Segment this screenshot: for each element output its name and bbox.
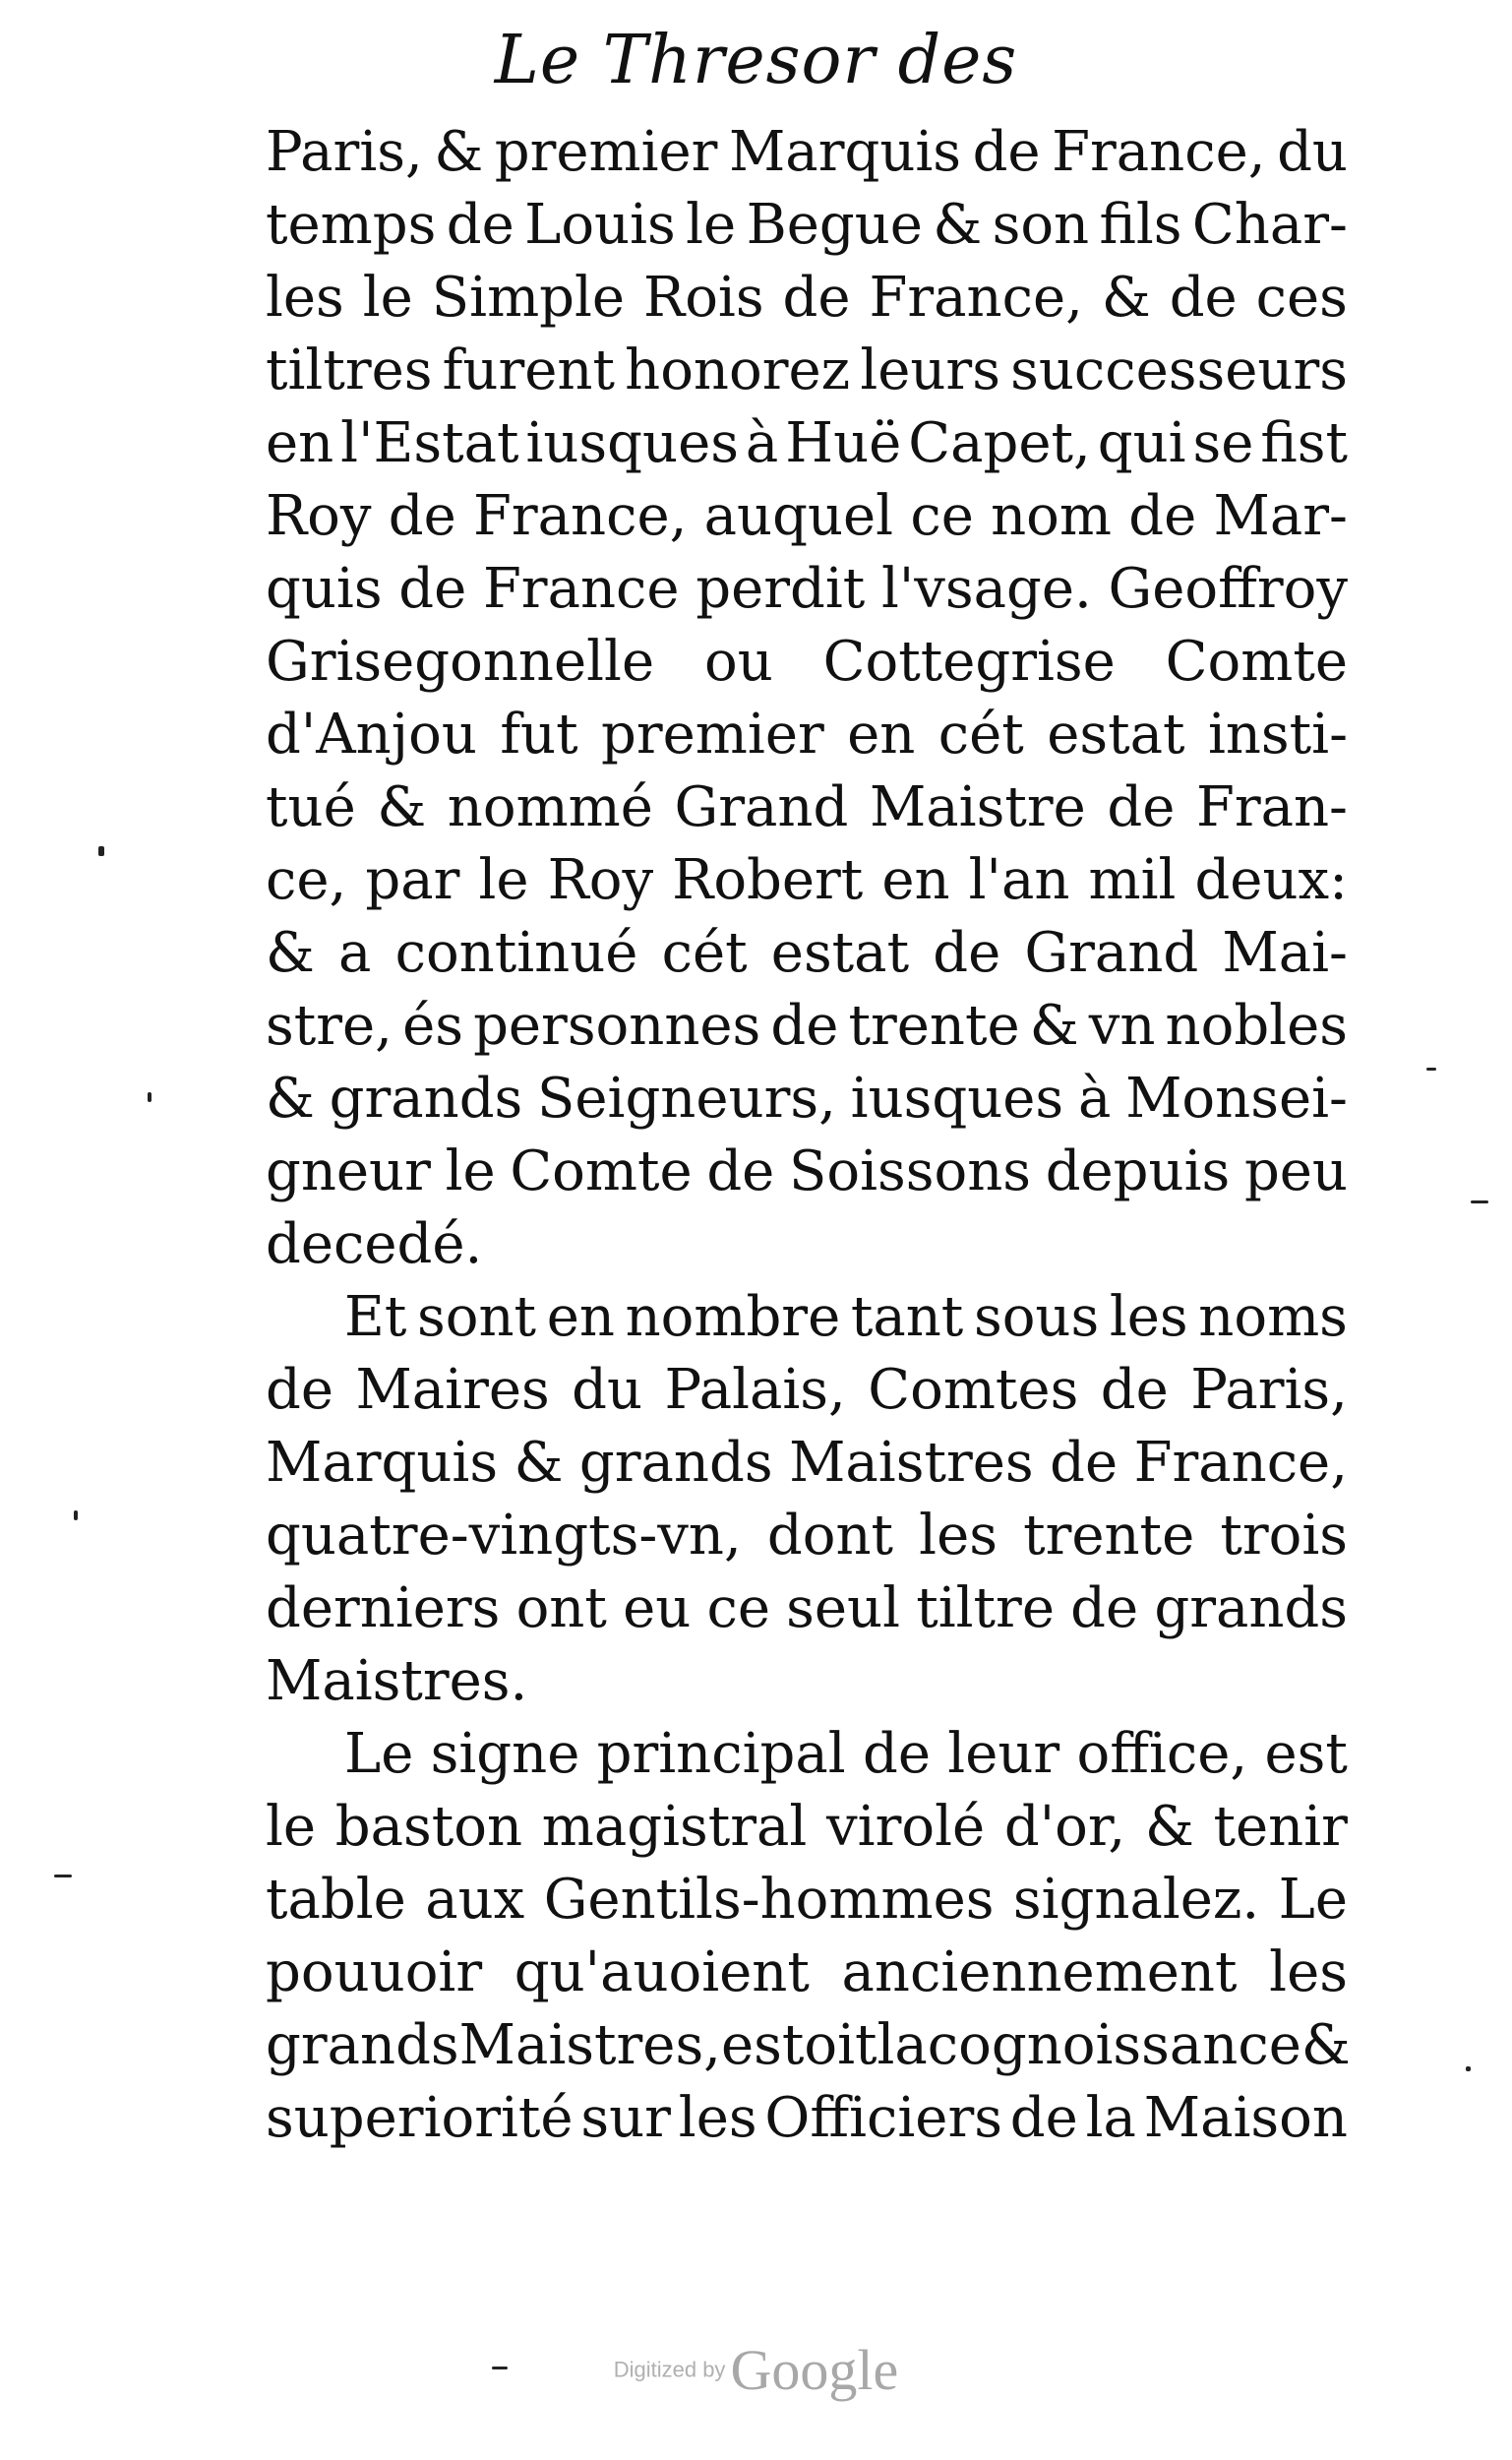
body-text (266, 116, 1351, 2155)
text-line: en l'Estat iusques à Huë Capet, qui se fist (266, 411, 1348, 475)
scan-speck (74, 1510, 78, 1520)
text-line: de Maires du Palais, Comtes de Paris, (266, 1358, 1348, 1422)
scan-speck (54, 1875, 72, 1877)
text-line: ce, par le Roy Robert en l'an mil deux: (266, 848, 1348, 912)
text-line: quatre-vingts-vn, dont les trente trois (266, 1504, 1348, 1568)
text-line: derniers ont eu ce seul tiltre de grands (266, 1576, 1348, 1640)
text-line: tiltres furent honorez leurs successeurs (266, 338, 1348, 402)
scan-speck (1471, 1200, 1488, 1203)
scan-speck (148, 1092, 151, 1102)
text-line: pouuoir qu'auoient anciennement les (266, 1940, 1348, 2004)
text-line: stre, és personnes de trente & vn nobles (266, 994, 1348, 1058)
text-line: table aux Gentils-hommes signalez. Le (266, 1868, 1348, 1932)
running-head: Le Thresor des (494, 22, 1018, 99)
scan-speck (1466, 2066, 1471, 2071)
text-line: gneur le Comte de Soissons depuis peu (266, 1139, 1348, 1203)
text-line: & a continué cét estat de Grand Mai- (266, 921, 1348, 985)
text-line: superiorité sur les Officiers de la Maison (266, 2086, 1348, 2150)
scan-speck (1426, 1068, 1436, 1071)
text-line: Marquis & grands Maistres de France, (266, 1431, 1348, 1495)
text-line: & grands Seigneurs, iusques à Monsei- (266, 1067, 1348, 1131)
text-line: grands Maistres, estoit la cognoissance & (266, 2013, 1351, 2077)
text-line: decedé. (266, 1212, 483, 1276)
text-line: Paris, & premier Marquis de France, du (266, 120, 1348, 184)
scan-speck (98, 846, 104, 856)
text-line: d'Anjou fut premier en cét estat insti- (266, 703, 1348, 767)
google-logo: Google (730, 2338, 899, 2402)
text-line: quis de France perdit l'vsage. Geoffroy (266, 557, 1348, 621)
text-line: Maistres. (266, 1649, 528, 1713)
text-line: Grisegonnelle ou Cottegrise Comte (266, 630, 1348, 694)
text-line: tué & nommé Grand Maistre de Fran- (266, 775, 1348, 839)
text-line: le baston magistral virolé d'or, & tenir (266, 1795, 1348, 1859)
text-line: Et sont en nombre tant sous les noms (344, 1285, 1348, 1349)
text-line: temps de Louis le Begue & son fils Char- (266, 193, 1348, 257)
text-line: les le Simple Rois de France, & de ces (266, 266, 1348, 330)
text-line: Roy de France, auquel ce nom de Mar- (266, 484, 1348, 548)
digitized-by-label: Digitized by (613, 2357, 726, 2382)
text-line: Le signe principal de leur office, est (344, 1722, 1348, 1786)
digitization-watermark (0, 2337, 1512, 2403)
